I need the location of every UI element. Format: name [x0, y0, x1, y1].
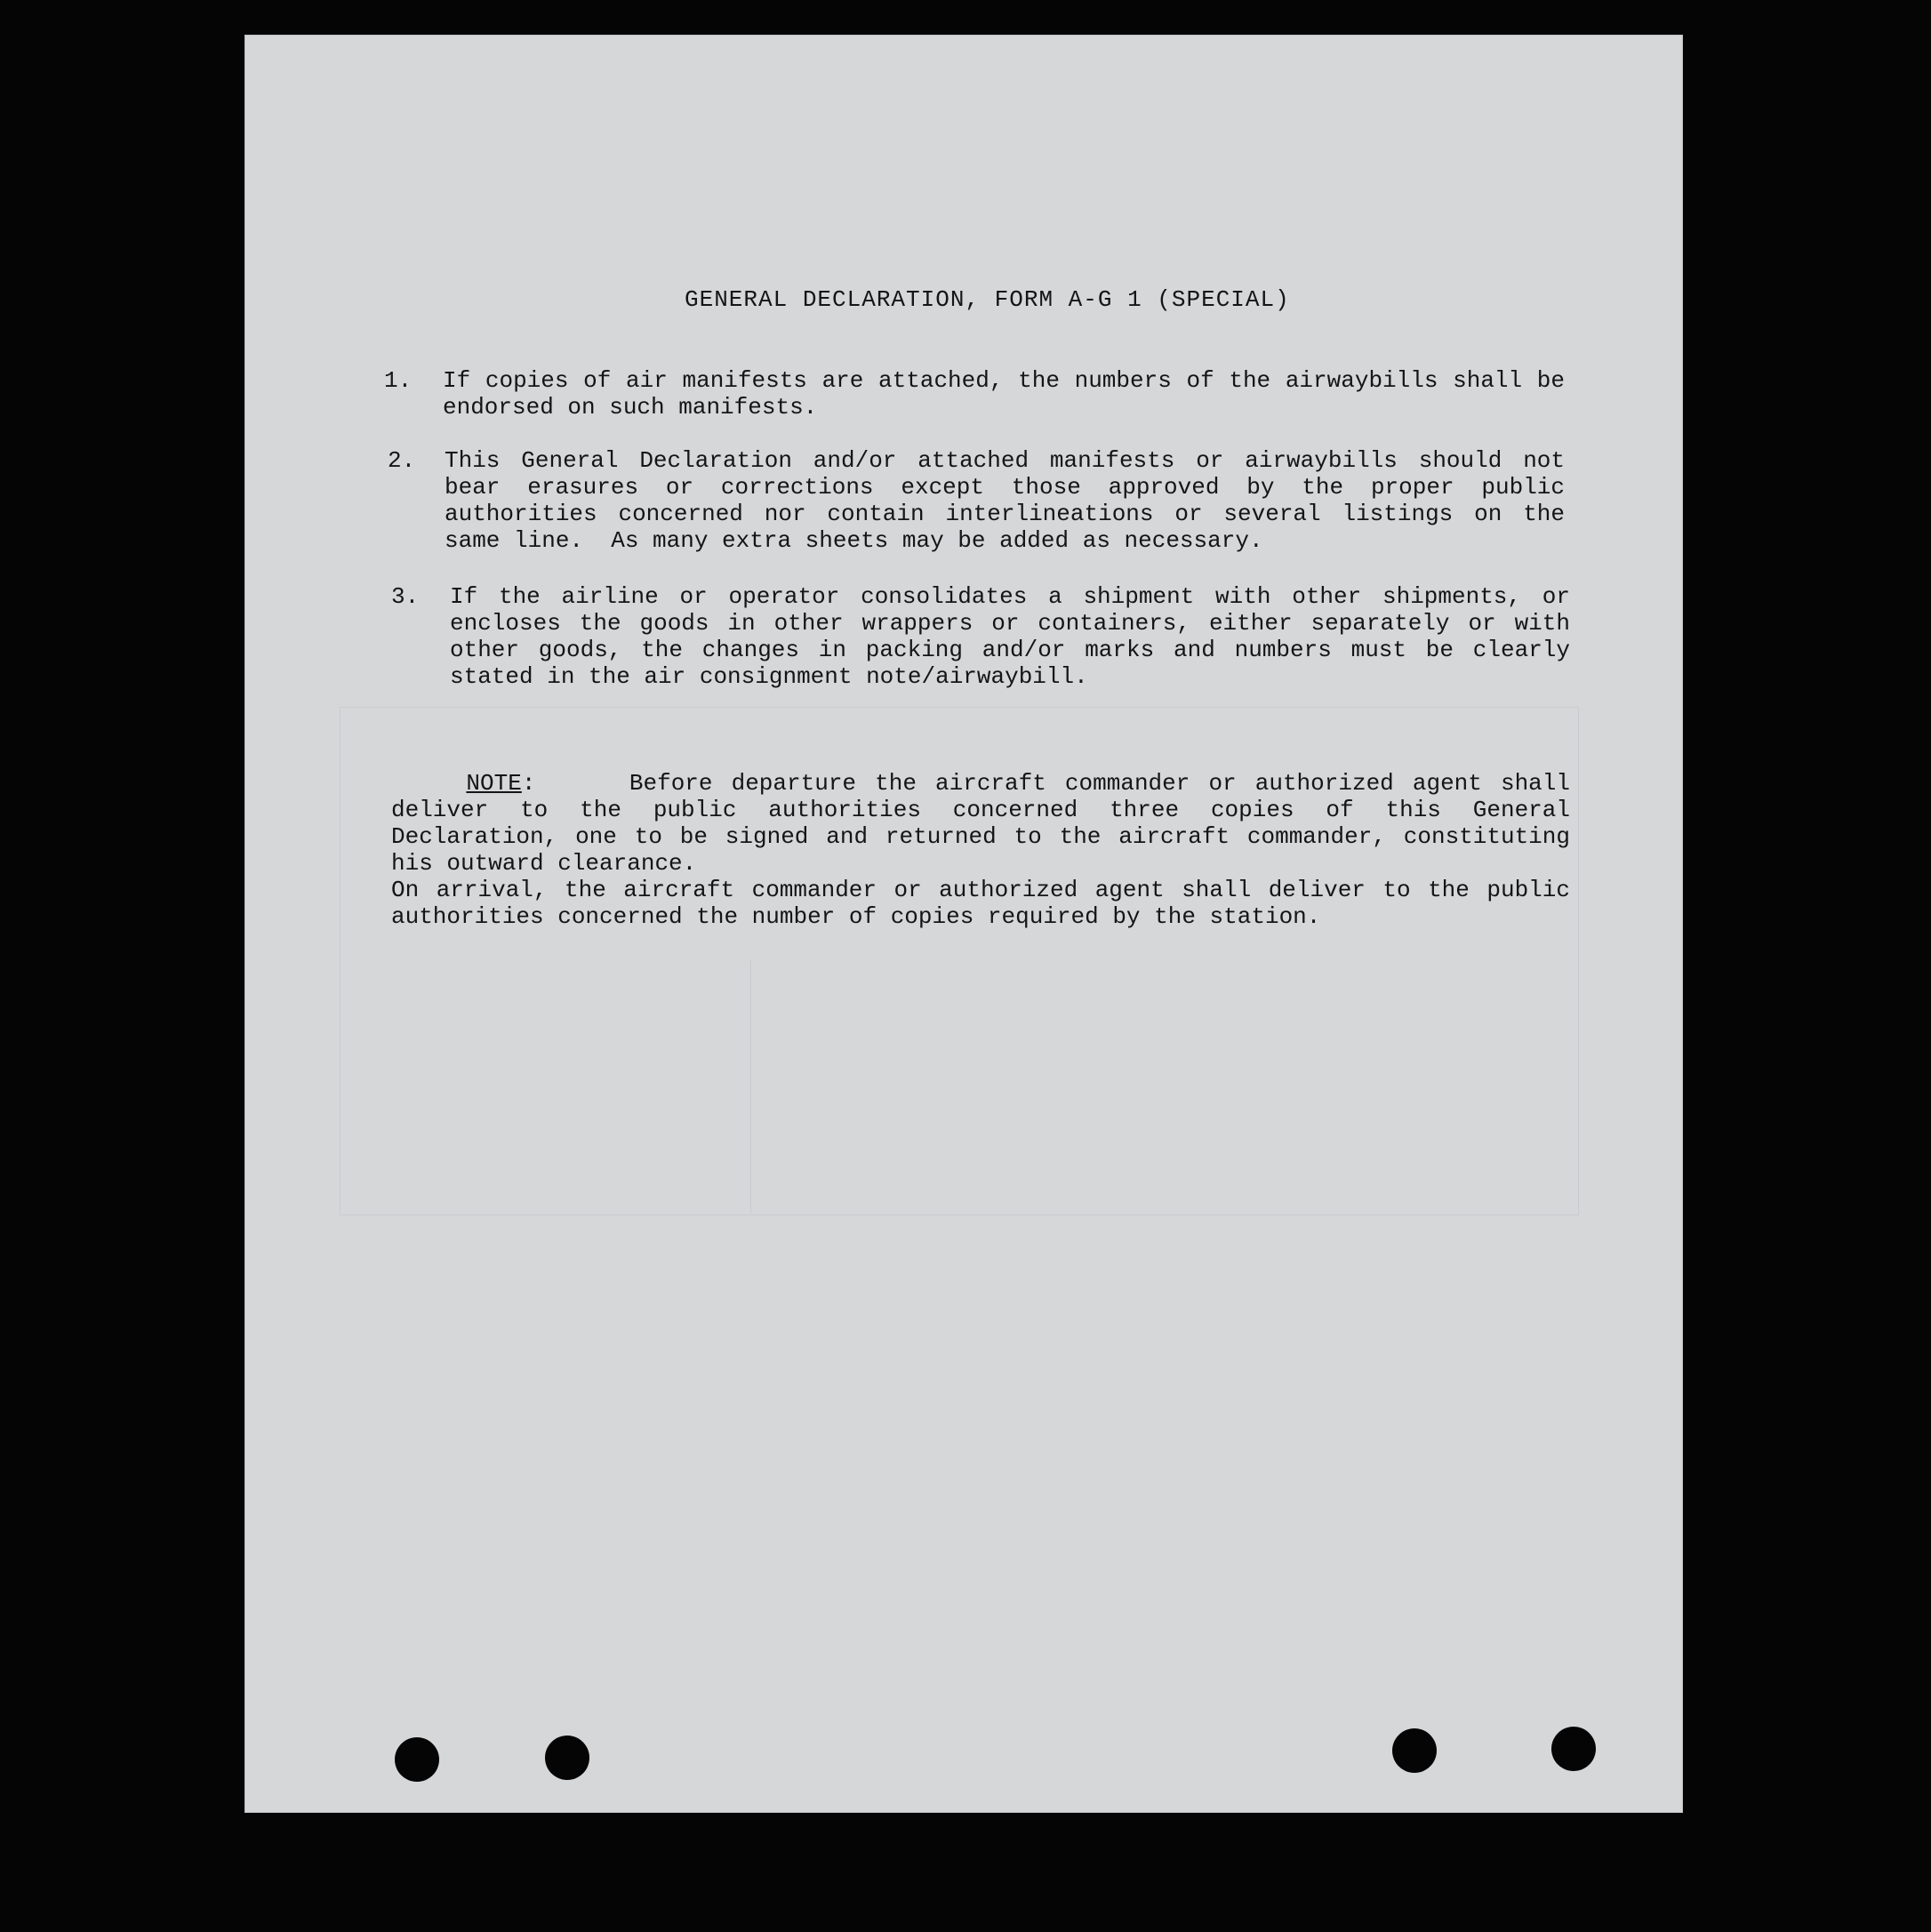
note-label: NOTE	[466, 770, 522, 797]
item-1-text: If copies of air manifests are attached, the numbers of the airwaybills shall be endorsed on such manifests.	[443, 367, 1579, 421]
note-colon: :	[521, 770, 629, 797]
punch-hole-right-2	[1551, 1727, 1596, 1771]
item-2-number: 2.	[388, 447, 416, 474]
punch-hole-left-2	[545, 1736, 589, 1780]
document-title: GENERAL DECLARATION, FORM A-G 1 (SPECIAL)	[685, 286, 1290, 313]
item-3-text: If the airline or operator consolidates a shipment with other shipments, or encloses the goods in other wrappers or containers, either separately or with other goods, the changes in packing and/or marks and numbers must be clearly stated in the air consignment note/airwaybill.	[450, 583, 1584, 690]
bleed-through-box	[340, 707, 1584, 1215]
punch-hole-left-1	[395, 1737, 439, 1782]
note-text: Before departure the aircraft commander or authorized agent shall deliver to the public authorities concerned three copies of this General Declaration, one to be signed and returned to the aircraft commander, constituting his outward clearance.	[391, 770, 1584, 877]
item-1-number: 1.	[384, 367, 413, 394]
arrival-paragraph: On arrival, the aircraft commander or authorized agent shall deliver to the public authorities concerned the number of copies required by the station.	[391, 877, 1584, 930]
bleed-through-divider	[750, 960, 751, 1214]
document-page	[245, 36, 1682, 1812]
item-2-text: This General Declaration and/or attached manifests or airwaybills should not bear erasures or corrections except those approved by the proper public authorities concerned nor contain interlineations or several listings on the same line. As many extra sheets may be added as necessary.	[445, 447, 1579, 554]
punch-hole-right-1	[1392, 1728, 1437, 1773]
item-3-number: 3.	[391, 583, 420, 610]
